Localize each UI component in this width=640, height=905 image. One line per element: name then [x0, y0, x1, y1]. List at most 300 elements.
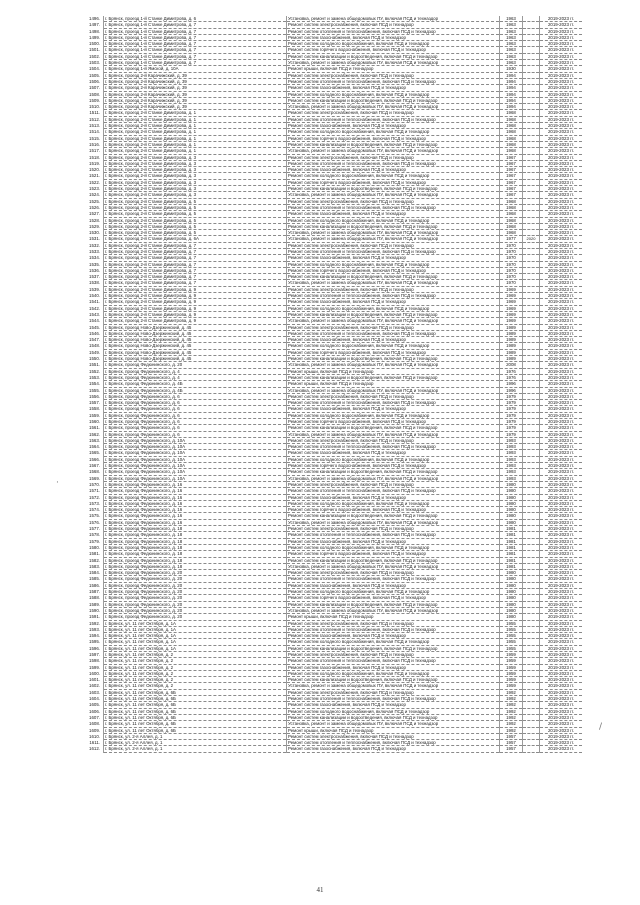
row-address: г. Брянск, проезд 2-й Станке Димитрова, д. 9	[104, 305, 287, 311]
table-row	[77, 28, 582, 34]
table-row	[77, 173, 582, 179]
row-number: 1607.	[89, 714, 100, 720]
table-row	[77, 431, 582, 437]
row-address: г. Брянск, проезд Федюнинского, д. 10А	[104, 463, 287, 469]
row-period: 2019-2023 гг.	[540, 349, 583, 355]
row-address: г. Брянск, проезд 2-й Станке Димитрова, д. 3	[104, 179, 287, 185]
row-work-type: Установка, ремонт и замена общедомовых ПУ, включая ПСД и технадзор	[287, 519, 500, 525]
row-work-type: Ремонт систем отопления и теплоснабжения, включая ПСД и технадзор	[287, 626, 500, 632]
row-address: г. Брянск, проезд 2-й Станке Димитрова, д. 5	[104, 198, 287, 204]
table-row	[77, 286, 582, 292]
row-period: 2019-2023 гг.	[540, 589, 583, 595]
row-period: 2019-2023 гг.	[540, 179, 583, 185]
row-work-type: Ремонт систем горячего водоснабжения, включая ПСД и технадзор	[287, 179, 500, 185]
row-period: 2019-2023 гг.	[540, 645, 583, 651]
row-work-type: Ремонт систем отопления и теплоснабжения, включая ПСД и технадзор	[287, 444, 500, 450]
table-row	[77, 532, 582, 538]
row-address: г. Брянск, проезд 1-й Станке Димитрова, д. 7	[104, 60, 287, 66]
row-build-year: 1963	[500, 34, 523, 40]
row-number: 1594.	[89, 633, 100, 639]
row-address: г. Брянск, проезд Федюнинского, д. 4	[104, 374, 287, 380]
row-number: 1574.	[89, 507, 100, 513]
row-build-year: 1981	[500, 526, 523, 532]
row-period: 2019-2023 гг.	[540, 387, 583, 393]
table-row	[77, 154, 582, 160]
table-row	[77, 255, 582, 261]
row-address: г. Брянск, ул. 2-я Аллея, д. 1	[104, 746, 287, 752]
row-address: г. Брянск, проезд Федюнинского, д. 10А	[104, 437, 287, 443]
row-address: г. Брянск, ул. 11 лет Октября, д. 2	[104, 651, 287, 657]
row-work-type: Ремонт систем электроснабжения, включая ПСД и технадзор	[287, 481, 500, 487]
table-row	[77, 311, 582, 317]
row-build-year: 1993	[500, 456, 523, 462]
row-number: 1503.	[89, 60, 100, 66]
row-period: 2019-2023 гг.	[540, 450, 583, 456]
table-row	[77, 167, 582, 173]
row-period: 2019-2023 гг.	[540, 293, 583, 299]
row-address: г. Брянск, ул. 11 лет Октября, д. 1А	[104, 626, 287, 632]
row-address: г. Брянск, проезд Федюнинского, д. 20	[104, 582, 287, 588]
row-number: 1610.	[89, 733, 100, 739]
row-address: г. Брянск, проезд 2-й Станке Димитрова, д. 9	[104, 299, 287, 305]
row-work-type: Ремонт систем электроснабжения, включая ПСД и технадзор	[287, 570, 500, 576]
row-address: г. Брянск, ул. 11 лет Октября, д. 6Б	[104, 689, 287, 695]
row-work-type: Ремонт систем газоснабжения, включая ПСД и технадзор	[287, 337, 500, 343]
row-work-type: Ремонт систем газоснабжения, включая ПСД и технадзор	[287, 167, 500, 173]
row-address: г. Брянск, проезд 2-й Карачижский, д. 39	[104, 72, 287, 78]
table-row	[77, 696, 582, 702]
row-work-type: Ремонт систем газоснабжения, включая ПСД и технадзор	[287, 34, 500, 40]
row-build-year: 1993	[500, 475, 523, 481]
row-number: 1548.	[89, 343, 100, 349]
row-build-year: 1959	[500, 670, 523, 676]
table-row	[77, 626, 582, 632]
row-work-type: Ремонт систем электроснабжения, включая ПСД и технадзор	[287, 620, 500, 626]
row-address: г. Брянск, проезд Федюнинского, д. 18	[104, 538, 287, 544]
row-build-year: 1968	[500, 129, 523, 135]
row-work-type: Ремонт систем канализации и водоотведения, включая ПСД и технадзор	[287, 425, 500, 431]
row-period: 2019-2023 гг.	[540, 248, 583, 254]
row-period: 2019-2023 гг.	[540, 217, 583, 223]
row-number: 1530.	[89, 230, 100, 236]
row-number: 1519.	[89, 160, 100, 166]
row-address: г. Брянск, проезд 2-й Карачижский, д. 39	[104, 91, 287, 97]
row-period: 2019-2023 гг.	[540, 330, 583, 336]
row-work-type: Установка, ремонт и замена общедомовых ПУ, включая ПСД и технадзор	[287, 431, 500, 437]
row-build-year: 1959	[500, 664, 523, 670]
row-build-year: 1989	[500, 337, 523, 343]
row-build-year: 1994	[500, 85, 523, 91]
row-build-year: 1969	[500, 318, 523, 324]
row-build-year: 1980	[500, 488, 523, 494]
row-address: г. Брянск, проезд 2-й Станке Димитрова, д. 3	[104, 192, 287, 198]
row-period: 2019-2023 гг.	[540, 677, 583, 683]
row-period: 2019-2023 гг.	[540, 551, 583, 557]
row-address: г. Брянск, проезд Федюнинского, д. 18	[104, 532, 287, 538]
row-build-year: 1994	[500, 72, 523, 78]
row-number: 1529.	[89, 223, 100, 229]
row-number: 1587.	[89, 589, 100, 595]
row-work-type: Ремонт систем канализации и водоотведения, включая ПСД и технадзор	[287, 223, 500, 229]
repair-program-table	[77, 16, 582, 753]
row-address: г. Брянск, проезд Федюнинского, д. 6	[104, 393, 287, 399]
row-address: г. Брянск, проезд Федюнинского, д. 18	[104, 526, 287, 532]
table-row	[77, 186, 582, 192]
row-number: 1541.	[89, 299, 100, 305]
row-period: 2019-2023 гг.	[540, 53, 583, 59]
row-address: г. Брянск, проезд 2-й Станке Димитрова, д. 1	[104, 135, 287, 141]
row-number: 1579.	[89, 538, 100, 544]
row-work-type: Ремонт систем отопления и теплоснабжения, включая ПСД и технадзор	[287, 204, 500, 210]
row-work-type: Установка, ремонт и замена общедомовых ПУ, включая ПСД и технадзор	[287, 104, 500, 110]
scan-speck: /	[599, 722, 603, 732]
row-work-type: Ремонт систем холодного водоснабжения, включая ПСД и технадзор	[287, 639, 500, 645]
table-row	[77, 406, 582, 412]
row-build-year: 1992	[500, 714, 523, 720]
table-row	[77, 740, 582, 746]
table-row	[77, 664, 582, 670]
table-row	[77, 727, 582, 733]
row-work-type: Ремонт систем электроснабжения, включая ПСД и технадзор	[287, 286, 500, 292]
row-period: 2019-2023 гг.	[540, 16, 583, 22]
row-number: 1584.	[89, 570, 100, 576]
table-row	[77, 148, 582, 154]
row-build-year: 1976	[500, 374, 523, 380]
row-address: г. Брянск, ул. 11 лет Октября, д. 6Б	[104, 714, 287, 720]
row-period: 2019-2023 гг.	[540, 255, 583, 261]
row-period: 2019-2023 гг.	[540, 507, 583, 513]
row-number: 1545.	[89, 324, 100, 330]
table-row	[77, 374, 582, 380]
row-number: 1603.	[89, 689, 100, 695]
row-address: г. Брянск, проезд 1-й Станке Димитрова, д. 7	[104, 47, 287, 53]
table-row	[77, 217, 582, 223]
row-address: г. Брянск, проезд 2-й Станке Димитрова, д. 7	[104, 255, 287, 261]
row-number: 1564.	[89, 444, 100, 450]
row-number: 1589.	[89, 601, 100, 607]
row-period: 2019-2023 гг.	[540, 60, 583, 66]
table-row	[77, 437, 582, 443]
table-row	[77, 248, 582, 254]
row-build-year: 1969	[500, 305, 523, 311]
row-number: 1506.	[89, 78, 100, 84]
row-build-year: 1968	[500, 217, 523, 223]
row-build-year: 1980	[500, 607, 523, 613]
row-work-type: Ремонт систем отопления и теплоснабжения, включая ПСД и технадзор	[287, 400, 500, 406]
table-row	[77, 557, 582, 563]
row-period: 2019-2023 гг.	[540, 444, 583, 450]
table-row	[77, 223, 582, 229]
row-build-year: 1967	[500, 160, 523, 166]
row-address: г. Брянск, проезд 1-й Станке Димитрова, д. 7	[104, 41, 287, 47]
row-work-type: Ремонт систем отопления и теплоснабжения, включая ПСД и технадзор	[287, 658, 500, 664]
row-number: 1543.	[89, 311, 100, 317]
row-extra-year: 2020	[523, 236, 540, 242]
row-work-type: Установка, ремонт и замена общедомовых ПУ, включая ПСД и технадзор	[287, 362, 500, 368]
table-row	[77, 456, 582, 462]
row-work-type: Ремонт систем холодного водоснабжения, включая ПСД и технадзор	[287, 305, 500, 311]
row-number: 1595.	[89, 639, 100, 645]
row-address: г. Брянск, проезд 2-й Станке Димитрова, д. 7	[104, 267, 287, 273]
row-address: г. Брянск, проезд 2-й Станке Димитрова, д. 7	[104, 261, 287, 267]
table-row	[77, 733, 582, 739]
row-work-type: Ремонт систем электроснабжения, включая ПСД и технадзор	[287, 437, 500, 443]
row-build-year: 1989	[500, 330, 523, 336]
row-work-type: Ремонт систем газоснабжения, включая ПСД и технадзор	[287, 582, 500, 588]
row-work-type: Ремонт систем канализации и водоотведения, включая ПСД и технадзор	[287, 645, 500, 651]
row-build-year: 1993	[500, 469, 523, 475]
row-number: 1554.	[89, 381, 100, 387]
row-address: г. Брянск, проезд Федюнинского, д. 20	[104, 595, 287, 601]
row-number: 1532.	[89, 242, 100, 248]
row-address: г. Брянск, проезд 2-й Станке Димитрова, д. 1	[104, 110, 287, 116]
row-work-type: Ремонт систем горячего водоснабжения, включая ПСД и технадзор	[287, 595, 500, 601]
row-work-type: Ремонт систем холодного водоснабжения, включая ПСД и технадзор	[287, 670, 500, 676]
row-build-year: 1993	[500, 463, 523, 469]
row-address: г. Брянск, проезд 2-й Карачижский, д. 39	[104, 85, 287, 91]
row-address: г. Брянск, ул. 11 лет Октября, д. 6Б	[104, 702, 287, 708]
row-address: г. Брянск, проезд Федюнинского, д. 18	[104, 551, 287, 557]
row-build-year: 1955	[500, 639, 523, 645]
row-number: 1612.	[89, 746, 100, 752]
row-address: г. Брянск, проезд 2-й Станке Димитрова, д. 7	[104, 242, 287, 248]
row-period: 2019-2023 гг.	[540, 223, 583, 229]
row-build-year: 1963	[500, 47, 523, 53]
row-work-type: Ремонт систем электроснабжения, включая ПСД и технадзор	[287, 689, 500, 695]
table-row	[77, 469, 582, 475]
row-work-type: Ремонт систем холодного водоснабжения, включая ПСД и технадзор	[287, 129, 500, 135]
row-address: г. Брянск, ул. 11 лет Октября, д. 2	[104, 658, 287, 664]
row-number: 1536.	[89, 267, 100, 273]
row-period: 2019-2023 гг.	[540, 563, 583, 569]
row-address: г. Брянск, ул. 11 лет Октября, д. 2	[104, 683, 287, 689]
row-build-year: 1970	[500, 261, 523, 267]
row-number: 1507.	[89, 85, 100, 91]
table-row	[77, 576, 582, 582]
row-number: 1504.	[89, 66, 100, 72]
row-period: 2019-2023 гг.	[540, 595, 583, 601]
row-address: г. Брянск, ул. 2-я Аллея, д. 1	[104, 740, 287, 746]
table-row	[77, 34, 582, 40]
row-address: г. Брянск, ул. 11 лет Октября, д. 6Б	[104, 708, 287, 714]
row-build-year: 1977	[500, 236, 523, 242]
row-build-year: 1963	[500, 41, 523, 47]
row-period: 2019-2023 гг.	[540, 160, 583, 166]
row-build-year: 1955	[500, 620, 523, 626]
row-build-year: 1968	[500, 135, 523, 141]
row-work-type: Ремонт систем газоснабжения, включая ПСД и технадзор	[287, 450, 500, 456]
row-address: г. Брянск, ул. 11 лет Октября, д. 1А	[104, 620, 287, 626]
row-address: г. Брянск, проезд Ново-Дзержинский, д. 45	[104, 324, 287, 330]
row-work-type: Ремонт систем канализации и водоотведения, включая ПСД и технадзор	[287, 601, 500, 607]
row-address: г. Брянск, проезд 2-й Станке Димитрова, д. 5	[104, 230, 287, 236]
row-build-year: 1980	[500, 500, 523, 506]
table-row	[77, 337, 582, 343]
row-number: 1552.	[89, 368, 100, 374]
table-row	[77, 513, 582, 519]
table-row	[77, 41, 582, 47]
row-period: 2019-2023 гг.	[540, 110, 583, 116]
row-period: 2019-2023 гг.	[540, 513, 583, 519]
row-period: 2019-2023 гг.	[540, 274, 583, 280]
row-address: г. Брянск, проезд 1-й Станке Димитрова, д. 7	[104, 53, 287, 59]
row-period: 2019-2023 гг.	[540, 267, 583, 273]
row-number: 1526.	[89, 204, 100, 210]
row-build-year: 1959	[500, 683, 523, 689]
table-row	[77, 708, 582, 714]
row-period: 2019-2023 гг.	[540, 670, 583, 676]
row-work-type: Ремонт систем газоснабжения, включая ПСД и технадзор	[287, 255, 500, 261]
row-build-year: 1955	[500, 626, 523, 632]
row-build-year: 1970	[500, 248, 523, 254]
row-work-type: Ремонт систем отопления и теплоснабжения, включая ПСД и технадзор	[287, 248, 500, 254]
row-number: 1540.	[89, 293, 100, 299]
row-work-type: Ремонт систем электроснабжения, включая ПСД и технадзор	[287, 324, 500, 330]
table-row	[77, 570, 582, 576]
row-period: 2019-2023 гг.	[540, 91, 583, 97]
row-work-type: Ремонт систем холодного водоснабжения, включая ПСД и технадзор	[287, 544, 500, 550]
row-address: г. Брянск, проезд Федюнинского, д. 20	[104, 589, 287, 595]
row-build-year: 1969	[500, 299, 523, 305]
row-build-year: 1968	[500, 116, 523, 122]
row-build-year: 1969	[500, 286, 523, 292]
page-number: 41	[316, 886, 324, 894]
row-work-type: Ремонт систем электроснабжения, включая ПСД и технадзор	[287, 733, 500, 739]
row-address: г. Брянск, проезд 2-й Станке Димитрова, д. 5	[104, 223, 287, 229]
row-address: г. Брянск, проезд 2-й Станке Димитрова, д. 1	[104, 129, 287, 135]
row-period: 2019-2023 гг.	[540, 324, 583, 330]
row-build-year: 1993	[500, 450, 523, 456]
row-address: г. Брянск, проезд Ново-Дзержинский, д. 45	[104, 349, 287, 355]
row-period: 2019-2023 гг.	[540, 236, 583, 242]
table-row	[77, 60, 582, 66]
row-address: г. Брянск, проезд 2-й Станке Димитрова, д. 7	[104, 274, 287, 280]
row-number: 1573.	[89, 500, 100, 506]
row-build-year: 1969	[500, 311, 523, 317]
row-address: г. Брянск, ул. 2-я Аллея, д. 1	[104, 733, 287, 739]
table-row	[77, 677, 582, 683]
table-row	[77, 267, 582, 273]
row-work-type: Ремонт систем отопления и теплоснабжения, включая ПСД и технадзор	[287, 696, 500, 702]
table-row	[77, 614, 582, 620]
row-work-type: Ремонт систем горячего водоснабжения, включая ПСД и технадзор	[287, 47, 500, 53]
row-number: 1600.	[89, 670, 100, 676]
row-build-year: 1957	[500, 746, 523, 752]
table-row	[77, 324, 582, 330]
row-work-type: Ремонт систем газоснабжения, включая ПСД и технадзор	[287, 664, 500, 670]
row-period: 2019-2023 гг.	[540, 519, 583, 525]
row-work-type: Ремонт систем канализации и водоотведения, включая ПСД и технадзор	[287, 356, 500, 362]
row-period: 2019-2023 гг.	[540, 104, 583, 110]
row-number: 1542.	[89, 305, 100, 311]
row-build-year: 1967	[500, 154, 523, 160]
row-work-type: Ремонт систем канализации и водоотведения, включая ПСД и технадзор	[287, 557, 500, 563]
row-address: г. Брянск, проезд Федюнинского, д. 16	[104, 507, 287, 513]
row-number: 1531.	[89, 236, 100, 242]
row-build-year: 1979	[500, 425, 523, 431]
row-period: 2019-2023 гг.	[540, 34, 583, 40]
row-number: 1556.	[89, 393, 100, 399]
row-build-year: 1992	[500, 727, 523, 733]
row-period: 2019-2023 гг.	[540, 425, 583, 431]
row-period: 2019-2023 гг.	[540, 696, 583, 702]
table-row	[77, 160, 582, 166]
row-build-year: 1963	[500, 22, 523, 28]
row-address: г. Брянск, проезд Федюнинского, д. 10А	[104, 444, 287, 450]
row-address: г. Брянск, проезд 1-й Станке Димитрова, д. 7	[104, 34, 287, 40]
row-address: г. Брянск, проезд Федюнинского, д. 6	[104, 425, 287, 431]
row-number: 1593.	[89, 626, 100, 632]
table-row	[77, 721, 582, 727]
row-address: г. Брянск, проезд 2-й Станке Димитрова, д. 9	[104, 286, 287, 292]
row-work-type: Ремонт систем холодного водоснабжения, включая ПСД и технадзор	[287, 589, 500, 595]
row-period: 2019-2023 гг.	[540, 393, 583, 399]
row-period: 2019-2023 гг.	[540, 374, 583, 380]
row-period: 2019-2023 гг.	[540, 708, 583, 714]
row-build-year: 1993	[500, 437, 523, 443]
row-work-type: Установка, ремонт и замена общедомовых ПУ, включая ПСД и технадзор	[287, 475, 500, 481]
row-build-year: 1989	[500, 343, 523, 349]
table-row	[77, 746, 582, 752]
row-address: г. Брянск, проезд Федюнинского, д. 10А	[104, 456, 287, 462]
row-build-year: 1968	[500, 223, 523, 229]
row-period: 2019-2023 гг.	[540, 22, 583, 28]
row-number: 1501.	[89, 47, 100, 53]
row-period: 2019-2023 гг.	[540, 419, 583, 425]
row-number: 1576.	[89, 519, 100, 525]
row-number: 1512.	[89, 116, 100, 122]
row-address: г. Брянск, ул. 11 лет Октября, д. 2	[104, 670, 287, 676]
table-row	[77, 645, 582, 651]
table-row	[77, 582, 582, 588]
row-work-type: Ремонт систем отопления и теплоснабжения, включая ПСД и технадзор	[287, 740, 500, 746]
row-work-type: Ремонт систем холодного водоснабжения, включая ПСД и технадзор	[287, 412, 500, 418]
table-row	[77, 425, 582, 431]
row-work-type: Ремонт систем холодного водоснабжения, включая ПСД и технадзор	[287, 41, 500, 47]
row-work-type: Ремонт систем газоснабжения, включая ПСД и технадзор	[287, 538, 500, 544]
row-period: 2019-2023 гг.	[540, 135, 583, 141]
row-build-year: 1993	[500, 444, 523, 450]
row-build-year: 1968	[500, 198, 523, 204]
row-work-type: Ремонт крыши, включая ПСД и технадзор	[287, 368, 500, 374]
row-build-year: 1959	[500, 651, 523, 657]
table-row	[77, 141, 582, 147]
row-work-type: Ремонт систем канализации и водоотведения, включая ПСД и технадзор	[287, 274, 500, 280]
row-number: 1578.	[89, 532, 100, 538]
table-row	[77, 500, 582, 506]
row-address: г. Брянск, проезд Федюнинского, д. 6	[104, 412, 287, 418]
row-work-type: Ремонт систем холодного водоснабжения, включая ПСД и технадзор	[287, 456, 500, 462]
row-number: 1522.	[89, 179, 100, 185]
row-number: 1604.	[89, 696, 100, 702]
row-work-type: Ремонт систем канализации и водоотведения, включая ПСД и технадзор	[287, 97, 500, 103]
table-row	[77, 551, 582, 557]
row-period: 2019-2023 гг.	[540, 437, 583, 443]
table-row	[77, 362, 582, 368]
row-build-year: 1968	[500, 110, 523, 116]
table-row	[77, 343, 582, 349]
row-number: 1597.	[89, 651, 100, 657]
row-build-year: 1980	[500, 507, 523, 513]
row-period: 2019-2023 гг.	[540, 286, 583, 292]
row-number: 1515.	[89, 135, 100, 141]
scan-speck: ·	[56, 478, 59, 488]
row-build-year: 1979	[500, 412, 523, 418]
row-build-year: 1976	[500, 368, 523, 374]
row-work-type: Ремонт систем холодного водоснабжения, включая ПСД и технадзор	[287, 261, 500, 267]
row-number: 1561.	[89, 425, 100, 431]
row-period: 2019-2023 гг.	[540, 299, 583, 305]
